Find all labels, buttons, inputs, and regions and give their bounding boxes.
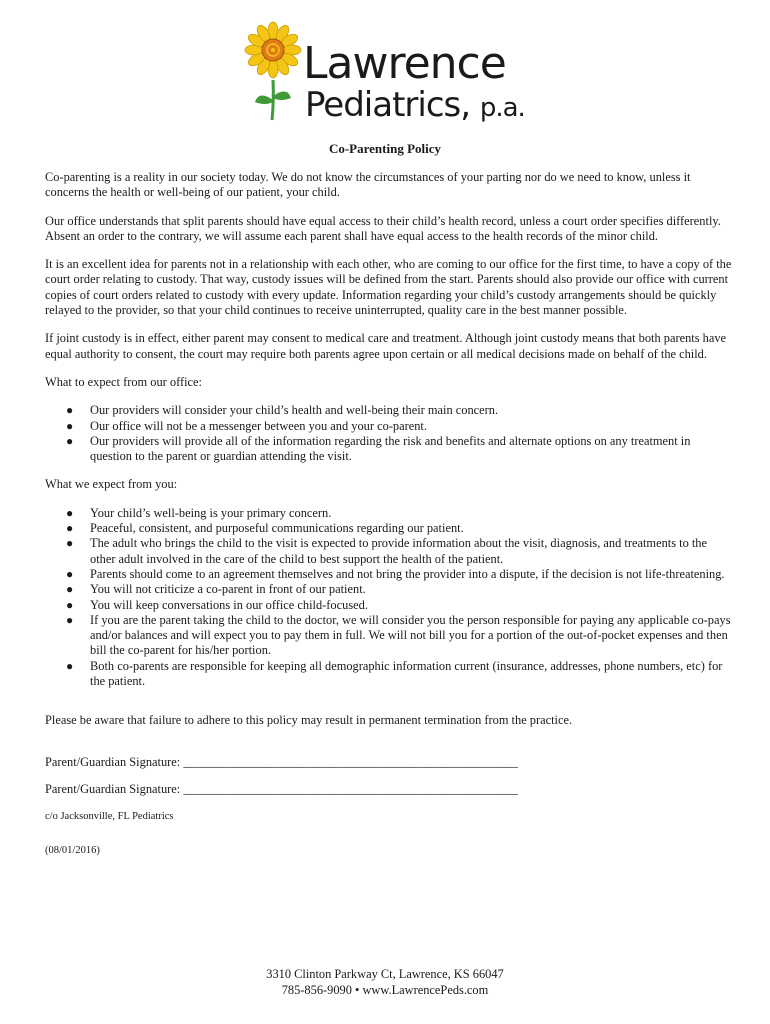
revision-date: (08/01/2016): [45, 844, 100, 856]
list-item: [45, 536, 735, 567]
list-item: [45, 403, 735, 418]
list-item: [45, 598, 735, 613]
logo-subtitle-text: Pediatrics,: [305, 85, 471, 125]
paragraph-records: Our office understands that split parents should have equal access to their child’s health record, unless a court order specifies differently. Absent an order to the contrary, we will assume each parent shall have equal access to the health records of the minor child.: [45, 213, 721, 243]
bullet-icon: ●: [66, 612, 74, 627]
bullet-icon: ●: [66, 566, 74, 581]
office-expectations-list: [45, 403, 735, 464]
footer-contact: 785-856-9090 • www.LawrencePeds.com: [281, 983, 489, 997]
bullet-icon: ●: [66, 403, 74, 418]
list-item: [45, 613, 735, 659]
parent-expectations-heading: What we expect from you:: [45, 477, 178, 492]
credit-note: c/o Jacksonville, FL Pediatrics: [45, 811, 174, 823]
paragraph-joint-custody: If joint custody is in effect, either parent may consent to medical care and treatment. Although joint custody means that both parents have equal authority to consent, the court may require both parents agree upon certain or all medical decisions made on behalf of the child.: [45, 331, 727, 361]
termination-warning: Please be aware that failure to adhere to this policy may result in permanent termination from the practice.: [45, 713, 573, 728]
list-item-text: If you are the parent taking the child to the doctor, we will consider you the person responsible for paying any applicable co-pays and/or balances and will expect you to pay them in full. We will not bill you for a portion of the out-of-pocket expenses and then bill the co-parent for his/her portion.: [90, 612, 731, 658]
signature-block: [45, 755, 735, 798]
office-expectations-heading: What to expect from our office:: [45, 374, 203, 389]
list-item-text: Our providers will provide all of the information regarding the risk and benefits and alternate options on any treatment in question to the parent or guardian attending the visit.: [90, 433, 691, 464]
footer: [0, 966, 770, 998]
list-item-text: The adult who brings the child to the visit is expected to provide information about the visit, diagnosis, and treatments to the other adult involved in the care of the child to best support the health of the patient.: [90, 536, 708, 566]
logo-name: Lawrence: [303, 38, 506, 89]
paragraph-court-order: It is an excellent idea for parents not in a relationship with each other, who are coming to our office for the first time, to have a copy of the court order relating to custody. That way, custody issues will be defined from the start. Parents should also provide our office with current copies of court orders related to custody with every update. Information regarding your child’s custody arrangements should be quickly relayed to the provider, so that your child continues to receive uninterrupted, quality care in the best manner possible.: [45, 257, 732, 318]
paragraph-intro: Co-parenting is a reality in our society today. We do not know the circumstances of your parting nor do we need to know, unless it concerns the health or well-being of our patient, your child.: [45, 170, 691, 200]
list-item-text: You will not criticize a co-parent in front of our patient.: [90, 582, 366, 597]
list-item: [45, 506, 735, 521]
bullet-icon: ●: [66, 597, 74, 612]
logo-pa: p.a.: [479, 93, 525, 123]
list-item-text: Peaceful, consistent, and purposeful communications regarding our patient.: [90, 521, 464, 536]
list-item: [45, 521, 735, 536]
bullet-icon: ●: [66, 505, 74, 520]
signature-line-2[interactable]: Parent/Guardian Signature: ______________________________________________________: [45, 781, 518, 796]
list-item: [45, 434, 735, 465]
bullet-icon: ●: [66, 521, 74, 536]
list-item-text: Our providers will consider your child’s health and well-being their main concern.: [90, 403, 499, 418]
document-title: Co-Parenting Policy: [328, 141, 442, 156]
bullet-icon: ●: [66, 433, 74, 448]
bullet-icon: ●: [66, 536, 74, 551]
bullet-icon: ●: [66, 418, 74, 433]
list-item: [45, 659, 735, 690]
list-item: [45, 567, 735, 582]
bullet-icon: ●: [66, 582, 74, 597]
list-item-text: You will keep conversations in our office child-focused.: [90, 597, 368, 612]
list-item: [45, 419, 735, 434]
parent-expectations-list: [45, 506, 735, 690]
practice-logo: [243, 20, 533, 125]
logo-subtitle: [305, 86, 525, 127]
list-item-text: Both co-parents are responsible for keeping all demographic information current (insurance, addresses, phone numbers, etc) for the patient.: [90, 658, 723, 689]
document-body: [45, 170, 735, 876]
bullet-icon: ●: [66, 658, 74, 673]
list-item-text: Our office will not be a messenger between you and your co-parent.: [90, 418, 427, 433]
list-item: [45, 582, 735, 597]
sunflower-icon: [243, 20, 303, 125]
list-item-text: Parents should come to an agreement themselves and not bring the provider into a dispute, if the decision is not life-threatening.: [90, 566, 725, 581]
footer-address: 3310 Clinton Parkway Ct, Lawrence, KS 66047: [266, 967, 504, 981]
list-item-text: Your child’s well-being is your primary concern.: [90, 505, 332, 520]
signature-line-1[interactable]: Parent/Guardian Signature: ______________________________________________________: [45, 754, 518, 769]
